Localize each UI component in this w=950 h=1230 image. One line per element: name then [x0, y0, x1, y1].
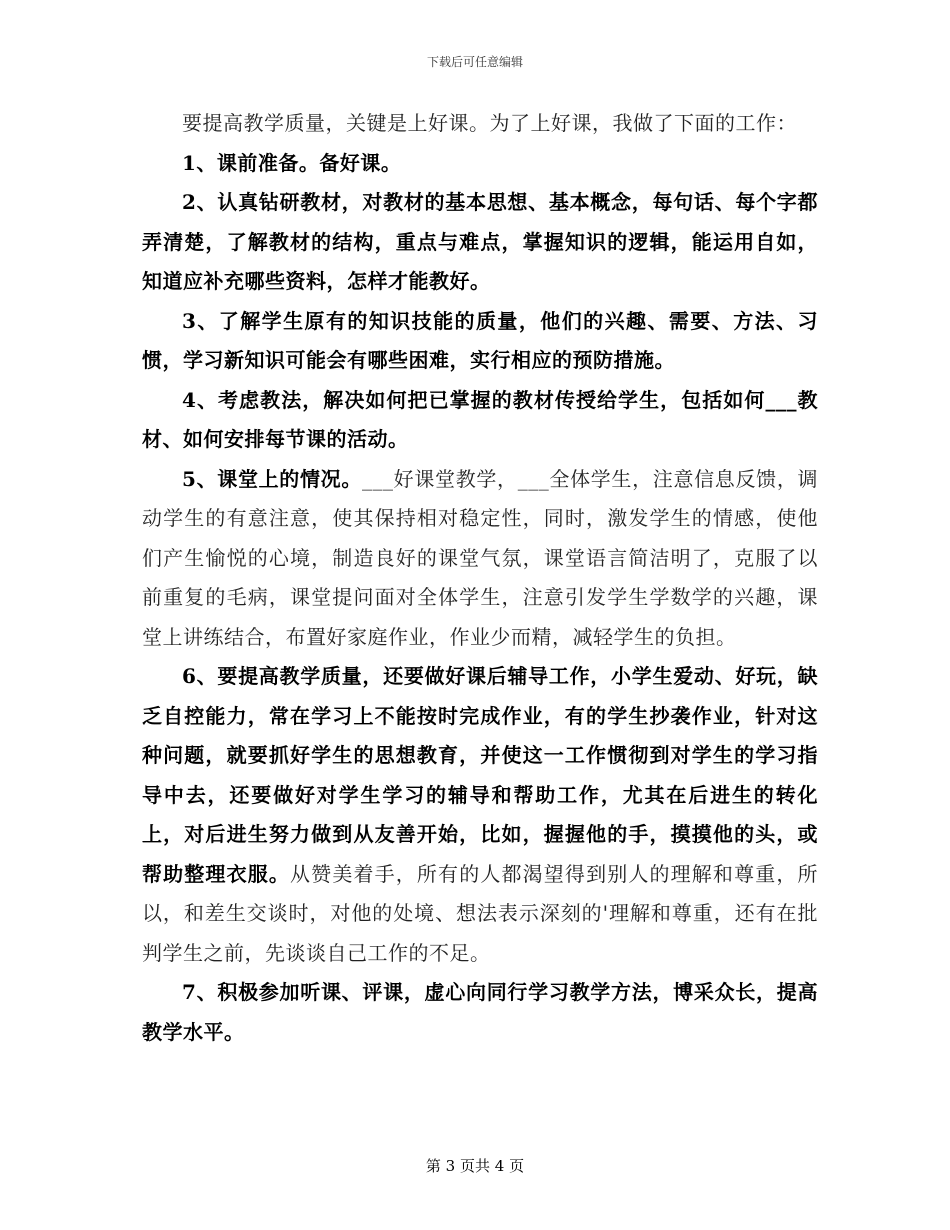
- page-header: 下载后可任意编辑: [426, 55, 523, 69]
- item-5-bold-text: 5、课堂上的情况。: [182, 466, 362, 491]
- document-body: [142, 104, 818, 1052]
- item-6-normal-text: 从赞美着手，所有的人都渴望得到别人的理解和尊重，所以，和差生交谈时，对他的处境、想法表示深刻的'理解和尊重，还有在批判学生之前，先谈谈自己工作的不足。: [142, 861, 819, 965]
- item-3-paragraph: 3、了解学生原有的知识技能的质量，他们的兴趣、需要、方法、习惯，学习新知识可能会有哪些困难，实行相应的预防措施。: [142, 308, 818, 372]
- item-6-paragraph: [142, 657, 818, 973]
- intro-paragraph: 要提高教学质量，关键是上好课。为了上好课，我做了下面的工作：: [182, 111, 797, 135]
- item-1-paragraph: 1、课前准备。备好课。: [182, 150, 402, 175]
- page-footer: 第 3 页共 4 页: [425, 1157, 525, 1175]
- item-5-normal-text: ___好课堂教学，___全体学生，注意信息反馈，调动学生的有意注意，使其保持相对稳定性，同时，激发学生的情感，使他们产生愉悦的心境，制造良好的课堂气氛，课堂语言简洁明了，克服了以前重复的毛病，课堂提问面对全体学生，注意引发学生学数学的兴趣，课堂上讲练结合，布置好家庭作业，作业少而精，减轻学生的负担。: [142, 466, 819, 649]
- item-4-paragraph: 4、考虑教法，解决如何把已掌握的教材传授给学生，包括如何___教材、如何安排每节课的活动。: [142, 387, 818, 451]
- item-5-paragraph: [142, 460, 818, 658]
- item-2-paragraph: 2、认真钻研教材，对教材的基本思想、基本概念，每句话、每个字都弄清楚，了解教材的结构，重点与难点，掌握知识的逻辑，能运用自如，知道应补充哪些资料，怎样才能教好。: [142, 190, 818, 293]
- item-7-paragraph: 7、积极参加听课、评课，虚心向同行学习教学方法，博采众长，提高教学水平。: [142, 980, 818, 1044]
- item-6-bold-text: 6、要提高教学质量，还要做好课后辅导工作，小学生爱动、好玩，缺乏自控能力，常在学习上不能按时完成作业，有的学生抄袭作业，针对这种问题，就要抓好学生的思想教育，并使这一工作惯彻到对学生的学习指导中去，还要做好对学生学习的辅导和帮助工作，尤其在后进生的转化上，对后进生努力做到从友善开始，比如，握握他的手，摸摸他的头，或帮助整理衣服。: [142, 664, 818, 886]
